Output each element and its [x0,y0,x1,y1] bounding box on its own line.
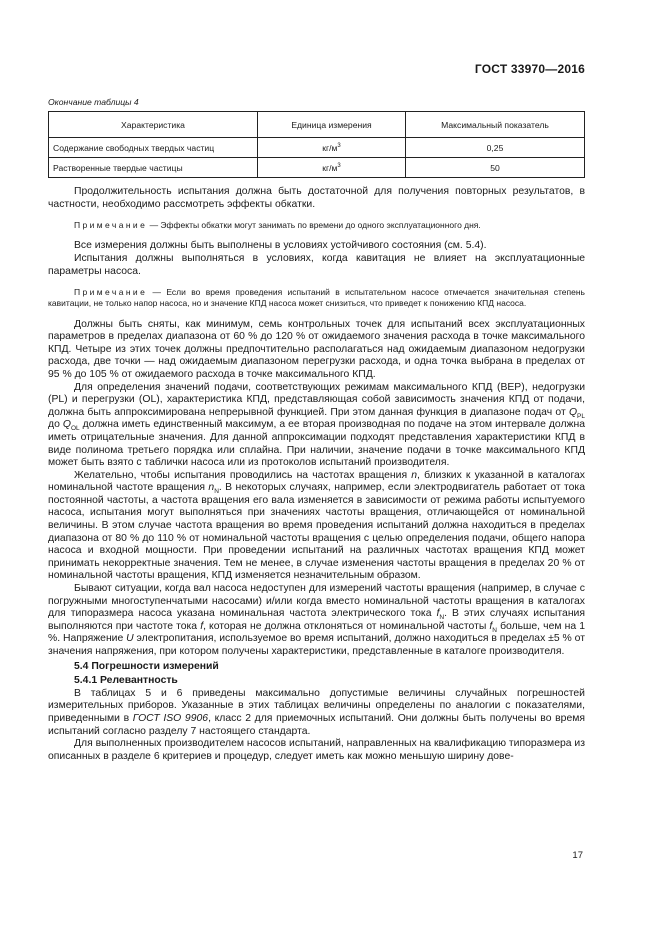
cell-characteristic: Растворенные твердые частицы [49,158,258,178]
paragraph-current-frequency: Бывают ситуации, когда вал насоса недоступен для измерений частоты вращения (например, в случае с погружными многоступенчатыми насосами) и/или когда вместо номинальной частоты вращения в каталогах для типоразмера насоса указана номинальная частота электрического тока $f_N$. В этих случаях испытания выполняются при частоте тока f, которая не должна отклоняться от номинальной частоты $f_N$ больше, чем на 1 %. Напряжение U электропитания, используемое во время испытаний, должно находиться в пределах ±5 % от значения напряжения, при котором получены характеристики, представленные в каталоге производителя. [48,583,585,658]
note-title: Примечание [74,220,148,231]
cell-value: 50 [406,158,585,178]
paragraph-test-duration: Продолжительность испытания должна быть достаточной для получения повторных результатов, в частности, необходимо рассмотреть эффекты обкатки. [48,186,585,210]
page-number: 17 [572,850,583,861]
standard-code: ГОСТ 33970—2016 [474,62,585,76]
cell-unit: $кг/м^3$ [258,158,406,178]
table-header-row [49,112,585,138]
paragraph-cavitation: Испытания должны выполняться в условиях, когда кавитация не влияет на эксплуатационные параметры насоса. [48,252,585,277]
cell-unit: $кг/м^3$ [258,138,406,158]
paragraph-control-points: Должны быть сняты, как минимум, семь контрольных точек для испытаний всех эксплуатационных параметров в пределах диапазона от 60 % до 120 % от ожидаемого значения расхода в точке максимального КПД. Четыре из этих точек должны предпочтительно располагаться над ожидаемым диапазоном недогрузки расхода, две точки — над ожидаемым диапазоном перегрузки расхода, и одна точка выбрана в пределах от 95 % до 105 % от ожидаемого расхода в точке максимального КПД. [48,318,585,380]
paragraph-rotation-speed: Желательно, чтобы испытания проводились на частотах вращения n, близких к указанной в каталогах номинальной частоте вращения $n_N$. В некоторых случаях, например, если электродвигатель работает от тока постоянной частоты, а частота вращения его вала изменяется в зависимости от режима работы испытуемого насоса, испытания могут выполняться при значениях частоты вращения, отличающейся от номинальной величины. В этом случае частота вращения во время проведения испытаний должна находиться в пределах диапазона от 80 % до 110 % от номинальной частоты вращения с целью определения подачи, общего напора насоса и входной мощности. При проведении испытаний на различных частотах вращения КПД может принимать некорректные значения. Тем не менее, в случае изменения частоты вращения в пределах 20 % от номинальной частоты вращения, КПД изменяется незначительным образом. [48,469,585,582]
paragraph-steady-state: Все измерения должны быть выполнены в условиях устойчивого состояния (см. 5.4). [74,240,487,252]
section-heading-5-4: 5.4 Погрешности измерений [74,660,219,672]
note-title: Примечание [74,287,148,298]
table-4 [48,111,585,178]
paragraph-efficiency-approximation: Для определения значений подачи, соответствующих режимам максимального КПД (BEP), недогрузки (PL) и перегрузки (OL), характеристика КПД, представляющая собой зависимость значения КПД от подачи, должна быть аппроксимирована непрерывной функцией. При этом данная функция в диапазоне подач от $Q_{PL}$ до $Q_{OL}$ должна иметь единственный максимум, а ее вторая производная по подаче на этом интервале должна иметь отрицательные значения. Для данной аппроксимации подходят представления характеристики КПД в виде полинома третьего порядка или сплайна. При наличии, значение подачи в точке максимального КПД может быть взято с таблички насоса или из протоколов испытаний производителя. [48,381,585,469]
standard-reference: ГОСТ ISO 9906 [132,712,209,724]
column-header-characteristic: Характеристика [49,112,258,138]
table-caption: Окончание таблицы 4 [48,97,139,107]
table-row [49,138,585,158]
column-header-max-value: Максимальный показатель [406,112,585,138]
document-body [48,186,585,763]
cell-value: 0,25 [406,138,585,158]
table-row [49,158,585,178]
paragraph-measurement-errors: В таблицах 5 и 6 приведены максимально допустимые величины случайных погрешностей измерительных приборов. Указанные в этих таблицах величины определены по аналогии с показателями, приведенными в ГОСТ ISO 9906, класс 2 для приемочных испытаний. Они должны быть получены во время испытаний согласно разделу 7 настоящего стандарта. [48,687,585,737]
section-heading-5-4-1: 5.4.1 Релевантность [74,675,178,687]
note-run-in: Примечание — Эффекты обкатки могут занимать по времени до одного эксплуатационного дня. [74,220,481,231]
cell-characteristic: Содержание свободных твердых частиц [49,138,258,158]
note-cavitation: Примечание — Если во время проведения испытаний в испытательном насосе отмечается значительная степень кавитации, не только напор насоса, но и значение КПД насоса может снизиться, что приведет к понижению КПД насоса. [48,287,585,309]
paragraph-manufacturer-tests: Для выполненных производителем насосов испытаний, направленных на квалификацию типоразмера из описанных в разделе 6 критериев и процедур, следует иметь как можно меньшую ширину дове- [48,738,585,762]
column-header-unit: Единица измерения [258,112,406,138]
